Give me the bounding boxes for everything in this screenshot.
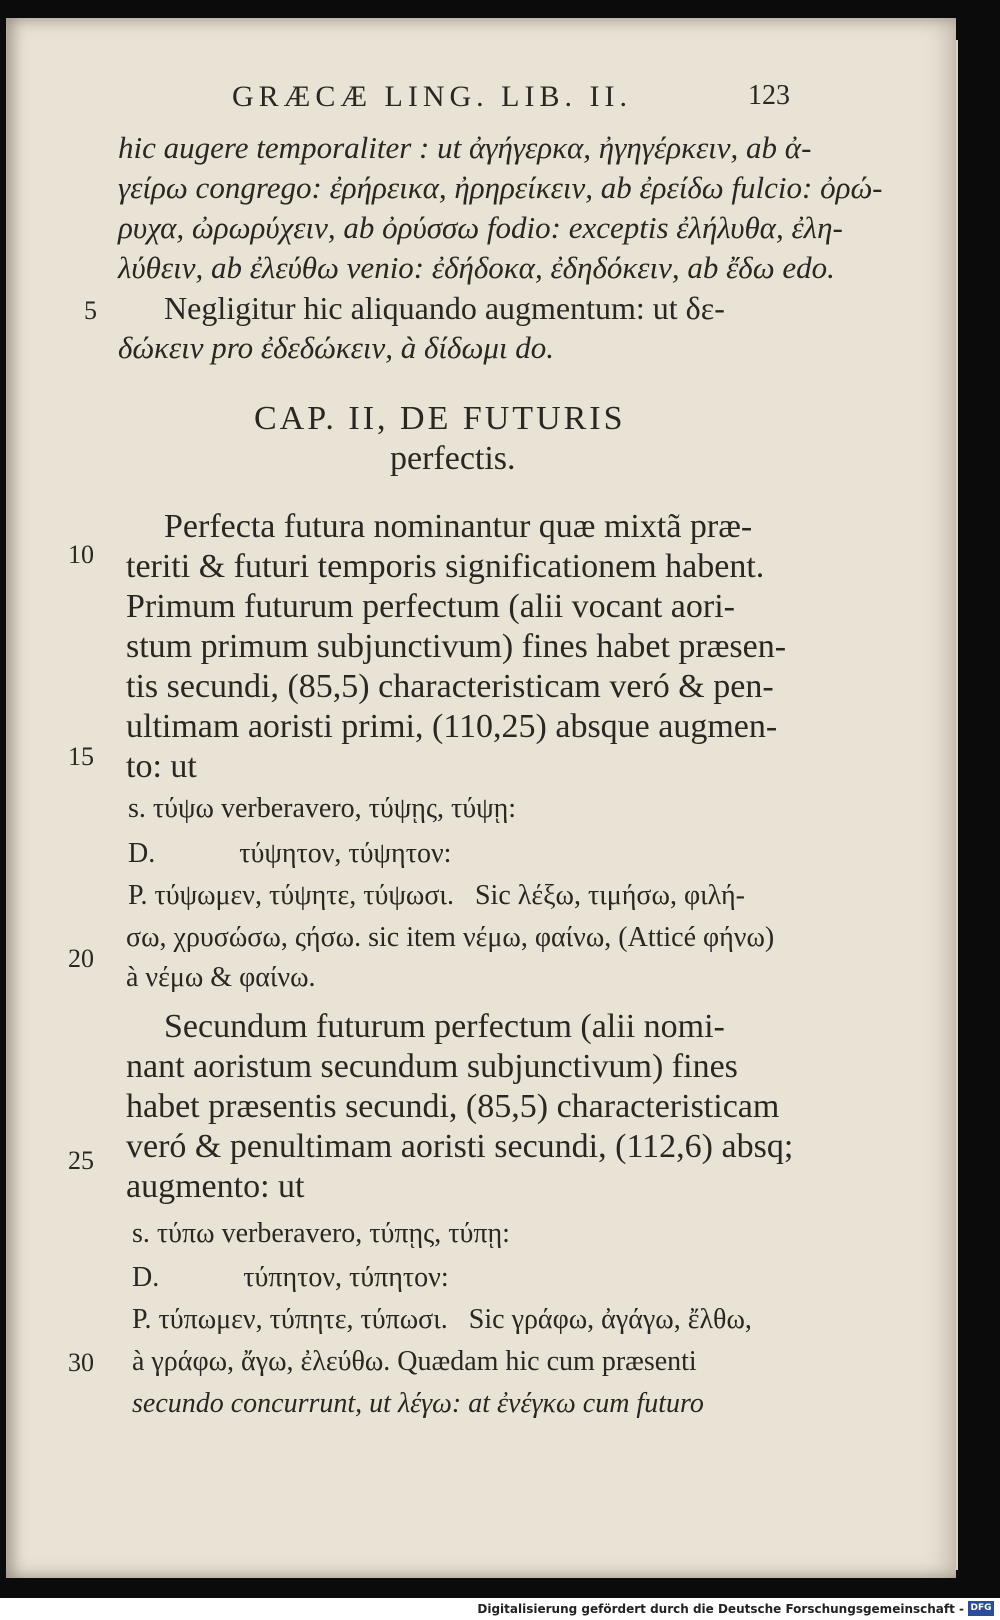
running-title: GRÆCÆ LING. LIB. II. — [232, 80, 632, 113]
paragraph-line: ultimam aoristi primi, (110,25) absque augmen- — [126, 708, 778, 745]
paragraph-line: augmento: ut — [126, 1168, 305, 1205]
conjugation-note: σω, χρυσώσω, ςήσω. sic item νέμω, φαίνω, (Atticé φήνω) — [126, 922, 775, 953]
paragraph-line: habet præsentis secundi, (85,5) characteristicam — [126, 1088, 780, 1125]
paragraph-line: nant aoristum secundum subjunctivum) fines — [126, 1048, 738, 1085]
conjugation-plural: P. τύψωμεν, τύψητε, τύψωσι. Sic λέξω, τιμήσω, φιλή- — [128, 880, 745, 911]
conjugation-note: secundo concurrunt, ut λέγω: at ἐνέγκω cum futuro — [132, 1388, 704, 1419]
paragraph-line: Perfecta futura nominantur quæ mixtã præ- — [164, 508, 753, 545]
paragraph-line: Secundum futurum perfectum (alii nomi- — [164, 1008, 725, 1045]
chapter-heading: CAP. II, DE FUTURIS — [254, 400, 626, 437]
text-line: hic augere temporaliter : ut ἀγήγερκα, ἠγηγέρκειν, ab ἀ- — [118, 130, 812, 165]
line-number: 5 — [84, 296, 97, 325]
chapter-subheading: perfectis. — [390, 440, 516, 477]
conjugation-plural: P. τύπωμεν, τύπητε, τύπωσι. Sic γράφω, ἀγάγω, ἔλθω, — [132, 1304, 752, 1335]
page-number: 123 — [748, 80, 790, 111]
paragraph-line: veró & penultimam aoristi secundi, (112,6) absq; — [126, 1128, 794, 1165]
line-number: 20 — [68, 944, 94, 973]
paragraph-line: tis secundi, (85,5) characteristicam veró & pen- — [126, 668, 774, 705]
conjugation-note: à νέμω & φαίνω. — [126, 962, 316, 993]
line-number: 10 — [68, 540, 94, 569]
paragraph-line: teriti & futuri temporis significationem habent. — [126, 548, 765, 585]
text-line: ρυχα, ὠρωρύχειν, ab ὀρύσσω fodio: exceptis ἐλήλυθα, ἐλη- — [118, 210, 843, 245]
paragraph-line: Primum futurum perfectum (alii vocant aori- — [126, 588, 735, 625]
conjugation-dual: D. τύπητον, τύπητον: — [132, 1262, 449, 1293]
paragraph-line: stum primum subjunctivum) fines habet præsen- — [126, 628, 787, 665]
text-line: λύθειν, ab ἐλεύθω venio: ἐδήδοκα, ἐδηδόκειν, ab ἔδω edo. — [118, 250, 835, 285]
text-line: δώκειν pro ἐδεδώκειν, à δίδωμι do. — [118, 330, 555, 365]
line-number: 25 — [68, 1146, 94, 1175]
text-line: Negligitur hic aliquando augmentum: ut δε- — [164, 290, 725, 326]
line-number: 15 — [68, 742, 94, 771]
footer-bar — [0, 1598, 1000, 1620]
funding-credit: Digitalisierung gefördert durch die Deutsche Forschungsgemeinschaft - — [477, 1602, 964, 1616]
conjugation-note: à γράφω, ἄγω, ἐλεύθω. Quædam hic cum præsenti — [132, 1346, 697, 1377]
dfg-logo: DFG — [968, 1601, 994, 1616]
paragraph-line: to: ut — [126, 748, 197, 785]
line-number: 30 — [68, 1348, 94, 1377]
conjugation-singular: s. τύπω verberavero, τύπῃς, τύπῃ: — [132, 1218, 510, 1249]
conjugation-singular: s. τύψω verberavero, τύψῃς, τύψῃ: — [128, 793, 517, 824]
conjugation-dual: D. τύψητον, τύψητον: — [128, 838, 452, 869]
text-line: γείρω congrego: ἐρήρεικα, ἠρηρείκειν, ab ἐρείδω fulcio: ὀρώ- — [118, 170, 883, 205]
